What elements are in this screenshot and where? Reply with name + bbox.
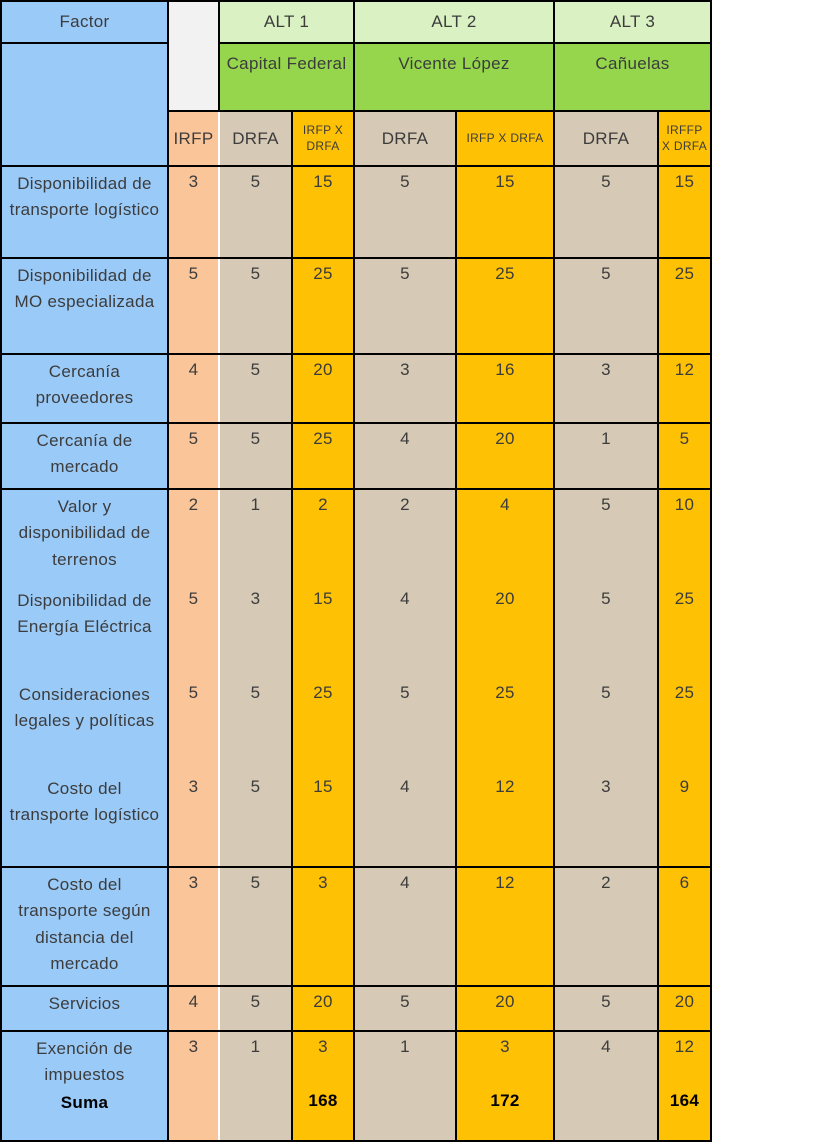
- alt1-drfa-cell: 1: [218, 1032, 291, 1086]
- irfp-value-cell: 3: [167, 772, 218, 866]
- alt2-drfa-cell: [353, 1086, 455, 1140]
- alt3-drfa-cell: 5: [553, 584, 657, 678]
- alt3-product-cell: 5: [657, 424, 710, 488]
- irfp-value-cell: 3: [167, 167, 218, 257]
- table-row: [2, 355, 710, 422]
- alt2-drfa-cell: 5: [353, 678, 455, 772]
- alt1-product-cell: 25: [291, 259, 353, 353]
- alt1-drfa-cell: 3: [218, 584, 291, 678]
- alt1-product-cell: 3: [291, 868, 353, 985]
- alt3-drfa-cell: 5: [553, 167, 657, 257]
- alt1-product-cell: 2: [291, 490, 353, 584]
- alt2-drfa-cell: 4: [353, 584, 455, 678]
- alt1-product-cell: 15: [291, 584, 353, 678]
- factor-row-block: [2, 490, 710, 868]
- factor-label: Suma: [2, 1086, 167, 1140]
- irfp-value-cell: 5: [167, 584, 218, 678]
- alt1-product-header: IRFP X DRFA: [291, 112, 353, 165]
- factor-label: Consideraciones legales y políticas: [2, 678, 167, 772]
- alt3-header-cell: ALT 3: [553, 2, 710, 44]
- alt1-product-cell: 168: [291, 1086, 353, 1140]
- factor-row-block: [2, 424, 710, 490]
- alt2-product-cell: 4: [455, 490, 553, 584]
- irfp-value-cell: 4: [167, 355, 218, 422]
- irfp-value-cell: 3: [167, 1032, 218, 1086]
- city-header-row: [2, 44, 710, 112]
- alt2-product-cell: 25: [455, 259, 553, 353]
- alt3-drfa-cell: 1: [553, 424, 657, 488]
- irfp-value-cell: 4: [167, 987, 218, 1030]
- alt3-drfa-cell: 5: [553, 259, 657, 353]
- alt1-header-cell: ALT 1: [218, 2, 353, 44]
- alt1-drfa-cell: 5: [218, 772, 291, 866]
- alt1-product-cell: 15: [291, 167, 353, 257]
- alt2-product-cell: 172: [455, 1086, 553, 1140]
- factor-column-spacer: [2, 44, 167, 112]
- alt1-product-cell: 20: [291, 987, 353, 1030]
- alt2-product-cell: 16: [455, 355, 553, 422]
- alt3-product-cell: 25: [657, 259, 710, 353]
- factor-label: Servicios: [2, 987, 167, 1030]
- factor-row-block: [2, 987, 710, 1032]
- factor-row-block: [2, 167, 710, 259]
- alt3-product-cell: 6: [657, 868, 710, 985]
- alt1-drfa-header: DRFA: [218, 112, 291, 165]
- factor-label: Valor y disponibilidad de terrenos: [2, 490, 167, 584]
- alt2-drfa-cell: 1: [353, 1032, 455, 1086]
- corner-spacer-cell: [167, 2, 218, 44]
- alt3-product-cell: 25: [657, 584, 710, 678]
- alt3-drfa-cell: 5: [553, 490, 657, 584]
- alt3-drfa-cell: 4: [553, 1032, 657, 1086]
- alt1-drfa-cell: 5: [218, 424, 291, 488]
- alt3-product-cell: 12: [657, 355, 710, 422]
- factor-label: Costo del transporte según distancia del mercado: [2, 868, 167, 985]
- alt2-product-cell: 15: [455, 167, 553, 257]
- table-row: [2, 424, 710, 488]
- alt3-product-header: IRFFP X DRFA: [657, 112, 710, 165]
- alt1-product-cell: 25: [291, 678, 353, 772]
- table-row: [2, 259, 710, 353]
- alt1-product-cell: 20: [291, 355, 353, 422]
- alt3-product-cell: 20: [657, 987, 710, 1030]
- table-row: [2, 490, 710, 584]
- alt1-drfa-cell: 5: [218, 167, 291, 257]
- alt3-product-cell: 25: [657, 678, 710, 772]
- alt1-product-cell: 25: [291, 424, 353, 488]
- factor-row-block: [2, 355, 710, 424]
- alt3-drfa-cell: 2: [553, 868, 657, 985]
- alt2-city-cell: Vicente López: [353, 44, 553, 112]
- alt3-drfa-cell: [553, 1086, 657, 1140]
- irfp-value-cell: 3: [167, 868, 218, 985]
- alt3-city-cell: Cañuelas: [553, 44, 710, 112]
- alt-header-row: [2, 2, 710, 44]
- alt2-drfa-cell: 2: [353, 490, 455, 584]
- alt2-product-header: IRFP X DRFA: [455, 112, 553, 165]
- table-row: [2, 772, 710, 866]
- factor-label: Exención de impuestos: [2, 1032, 167, 1086]
- column-header-row: [2, 112, 710, 167]
- factor-row-block: [2, 259, 710, 355]
- table-row: [2, 1032, 710, 1086]
- table-row: [2, 868, 710, 985]
- table-row: [2, 167, 710, 257]
- alt1-drfa-cell: 5: [218, 987, 291, 1030]
- alt3-drfa-cell: 5: [553, 987, 657, 1030]
- irfp-value-cell: [167, 1086, 218, 1140]
- alt2-drfa-header: DRFA: [353, 112, 455, 165]
- factor-row-block: [2, 1032, 710, 1140]
- irfp-header-cell: IRFP: [167, 112, 218, 165]
- alt2-drfa-cell: 5: [353, 167, 455, 257]
- alt1-drfa-cell: 1: [218, 490, 291, 584]
- alt2-product-cell: 12: [455, 772, 553, 866]
- alt1-product-cell: 3: [291, 1032, 353, 1086]
- alt3-product-cell: 12: [657, 1032, 710, 1086]
- factor-label: Disponibilidad de Energía Eléctrica: [2, 584, 167, 678]
- alt3-product-cell: 15: [657, 167, 710, 257]
- alt1-drfa-cell: 5: [218, 259, 291, 353]
- alt1-drfa-cell: 5: [218, 868, 291, 985]
- factor-label: Disponibilidad de MO especializada: [2, 259, 167, 353]
- factor-header-cell: Factor: [2, 2, 167, 44]
- table-row: [2, 987, 710, 1030]
- alt3-drfa-cell: 5: [553, 678, 657, 772]
- alt1-city-cell: Capital Federal: [218, 44, 353, 112]
- alt1-drfa-cell: 5: [218, 678, 291, 772]
- irfp-value-cell: 2: [167, 490, 218, 584]
- alt3-product-cell: 10: [657, 490, 710, 584]
- alt2-drfa-cell: 4: [353, 868, 455, 985]
- irfp-value-cell: 5: [167, 424, 218, 488]
- alt3-product-cell: 164: [657, 1086, 710, 1140]
- alt3-product-cell: 9: [657, 772, 710, 866]
- alt2-drfa-cell: 3: [353, 355, 455, 422]
- alt2-drfa-cell: 4: [353, 424, 455, 488]
- alt2-product-cell: 12: [455, 868, 553, 985]
- factor-label: Disponibilidad de transporte logístico: [2, 167, 167, 257]
- factor-column-spacer2: [2, 112, 167, 165]
- alt2-product-cell: 20: [455, 584, 553, 678]
- alt3-drfa-header: DRFA: [553, 112, 657, 165]
- alt1-drfa-cell: 5: [218, 355, 291, 422]
- alt2-product-cell: 20: [455, 424, 553, 488]
- alt2-product-cell: 3: [455, 1032, 553, 1086]
- factor-label: Cercanía de mercado: [2, 424, 167, 488]
- table-row: [2, 1086, 710, 1140]
- corner-spacer-cell-lower: [167, 44, 218, 112]
- alt2-product-cell: 20: [455, 987, 553, 1030]
- factor-label: Cercanía proveedores: [2, 355, 167, 422]
- alt2-header-cell: ALT 2: [353, 2, 553, 44]
- alt1-product-cell: 15: [291, 772, 353, 866]
- alt2-drfa-cell: 5: [353, 987, 455, 1030]
- irfp-value-cell: 5: [167, 259, 218, 353]
- table-row: [2, 678, 710, 772]
- factor-row-block: [2, 868, 710, 987]
- factor-label: Costo del transporte logístico: [2, 772, 167, 866]
- table-row: [2, 584, 710, 678]
- alt1-drfa-cell: [218, 1086, 291, 1140]
- alt2-product-cell: 25: [455, 678, 553, 772]
- alt3-drfa-cell: 3: [553, 772, 657, 866]
- alt3-drfa-cell: 3: [553, 355, 657, 422]
- irfp-value-cell: 5: [167, 678, 218, 772]
- table-body: [2, 167, 710, 1140]
- alt2-drfa-cell: 4: [353, 772, 455, 866]
- alt2-drfa-cell: 5: [353, 259, 455, 353]
